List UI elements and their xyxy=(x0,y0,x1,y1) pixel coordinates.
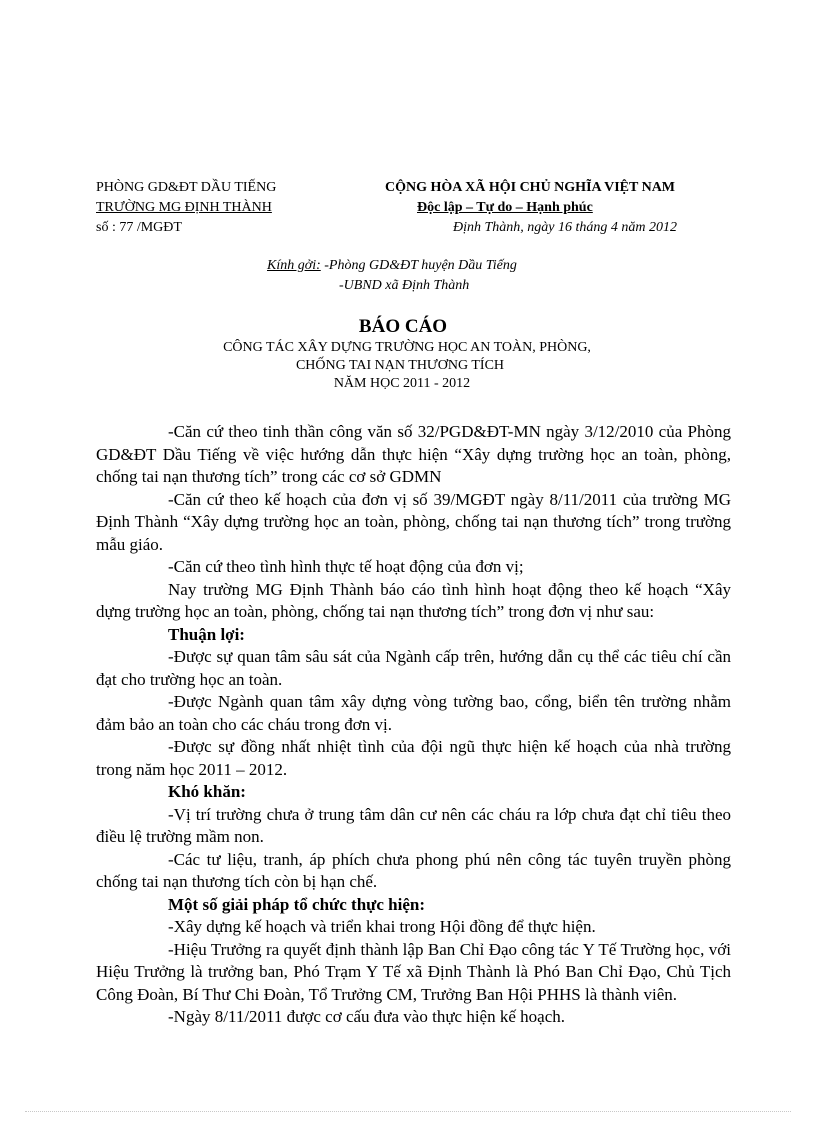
report-body xyxy=(96,421,731,1029)
header-right xyxy=(385,178,677,238)
national-title: CỘNG HÒA XÃ HỘI CHỦ NGHĨA VIỆT NAM xyxy=(385,180,676,195)
paragraph: -Được sự quan tâm sâu sát của Ngành cấp trên, hướng dẫn cụ thể các tiêu chí cần đạt cho trường học an toàn. xyxy=(96,647,731,689)
paragraph: -Hiệu Trưởng ra quyết định thành lập Ban Chỉ Đạo công tác Y Tế Trường học, với Hiệu Trưởng là trưởng ban, Phó Trạm Y Tế xã Định Thành là Phó Ban Chỉ Đạo, Chủ Tịch Công Đoàn, Bí Thư Chi Đoàn, Tổ Trưởng CM, Trưởng Ban Hội PHHS là thành viên. xyxy=(96,939,731,1004)
paragraph: -Căn cứ theo kế hoạch của đơn vị số 39/MGĐT ngày 8/11/2011 của trường MG Định Thành “Xây dựng trường học an toàn, phòng, chống tai nạn thương tích” trong trường mẫu giáo. xyxy=(96,489,731,554)
section-heading-advantages: Thuận lợi: xyxy=(168,624,245,644)
recipients-label: Kính gởi: xyxy=(267,258,321,273)
document-number: số : 77 /MGĐT xyxy=(96,220,182,235)
paragraph: -Vị trí trường chưa ở trung tâm dân cư nên các cháu ra lớp chưa đạt chỉ tiêu theo điều lệ trường mầm non. xyxy=(96,804,731,846)
recipients xyxy=(267,256,517,296)
national-motto: Độc lập – Tự do – Hạnh phúc xyxy=(417,200,593,215)
paragraph: -Được sự đồng nhất nhiệt tình của đội ngũ thực hiện kế hoạch của nhà trường trong năm học 2011 – 2012. xyxy=(96,737,731,779)
paragraph: -Căn cứ theo tinh thần công văn số 32/PGD&ĐT-MN ngày 3/12/2010 của Phòng GD&ĐT Dầu Tiếng về việc hướng dẫn thực hiện “Xây dựng trường học an toàn, phòng, chống tai nạn thương tích” trong các cơ sở GDMN xyxy=(96,422,731,486)
title-sub-1: CÔNG TÁC XÂY DỰNG TRƯỜNG HỌC AN TOÀN, PHÒNG, xyxy=(223,340,591,355)
recipient-2: -UBND xã Định Thành xyxy=(339,278,470,293)
document-date: Định Thành, ngày 16 tháng 4 năm 2012 xyxy=(453,220,677,235)
paragraph: -Căn cứ theo tình hình thực tế hoạt động của đơn vị; xyxy=(168,557,524,576)
recipient-1: -Phòng GD&ĐT huyện Dầu Tiếng xyxy=(324,258,517,273)
section-heading-difficulties: Khó khăn: xyxy=(168,782,246,801)
paragraph: -Ngày 8/11/2011 được cơ cấu đưa vào thực hiện kế hoạch. xyxy=(168,1007,565,1026)
report-title xyxy=(0,315,816,393)
page-bottom-divider xyxy=(25,1111,791,1112)
paragraph: -Các tư liệu, tranh, áp phích chưa phong phú nên công tác tuyên truyền phòng chống tai nạn thương tích còn bị hạn chế. xyxy=(96,849,731,891)
department-name: PHÒNG GD&ĐT DẦU TIẾNG xyxy=(96,180,277,195)
paragraph: Nay trường MG Định Thành báo cáo tình hình hoạt động theo kế hoạch “Xây dựng trường học an toàn, phòng, chống tai nạn thương tích” trong đơn vị như sau: xyxy=(96,579,731,621)
paragraph: -Xây dựng kế hoạch và triển khai trong Hội đồng để thực hiện. xyxy=(168,917,596,936)
school-name: TRƯỜNG MG ĐỊNH THÀNH xyxy=(96,200,272,215)
paragraph: -Được Ngành quan tâm xây dựng vòng tường bao, cổng, biển tên trường nhằm đảm bảo an toàn cho các cháu trong đơn vị. xyxy=(96,692,731,734)
title-main: BÁO CÁO xyxy=(358,316,448,337)
title-sub-2: CHỐNG TAI NẠN THƯƠNG TÍCH xyxy=(295,358,505,373)
header-left xyxy=(96,178,276,238)
title-school-year: NĂM HỌC 2011 - 2012 xyxy=(333,376,471,391)
section-heading-solutions: Một số giải pháp tổ chức thực hiện: xyxy=(168,894,425,914)
